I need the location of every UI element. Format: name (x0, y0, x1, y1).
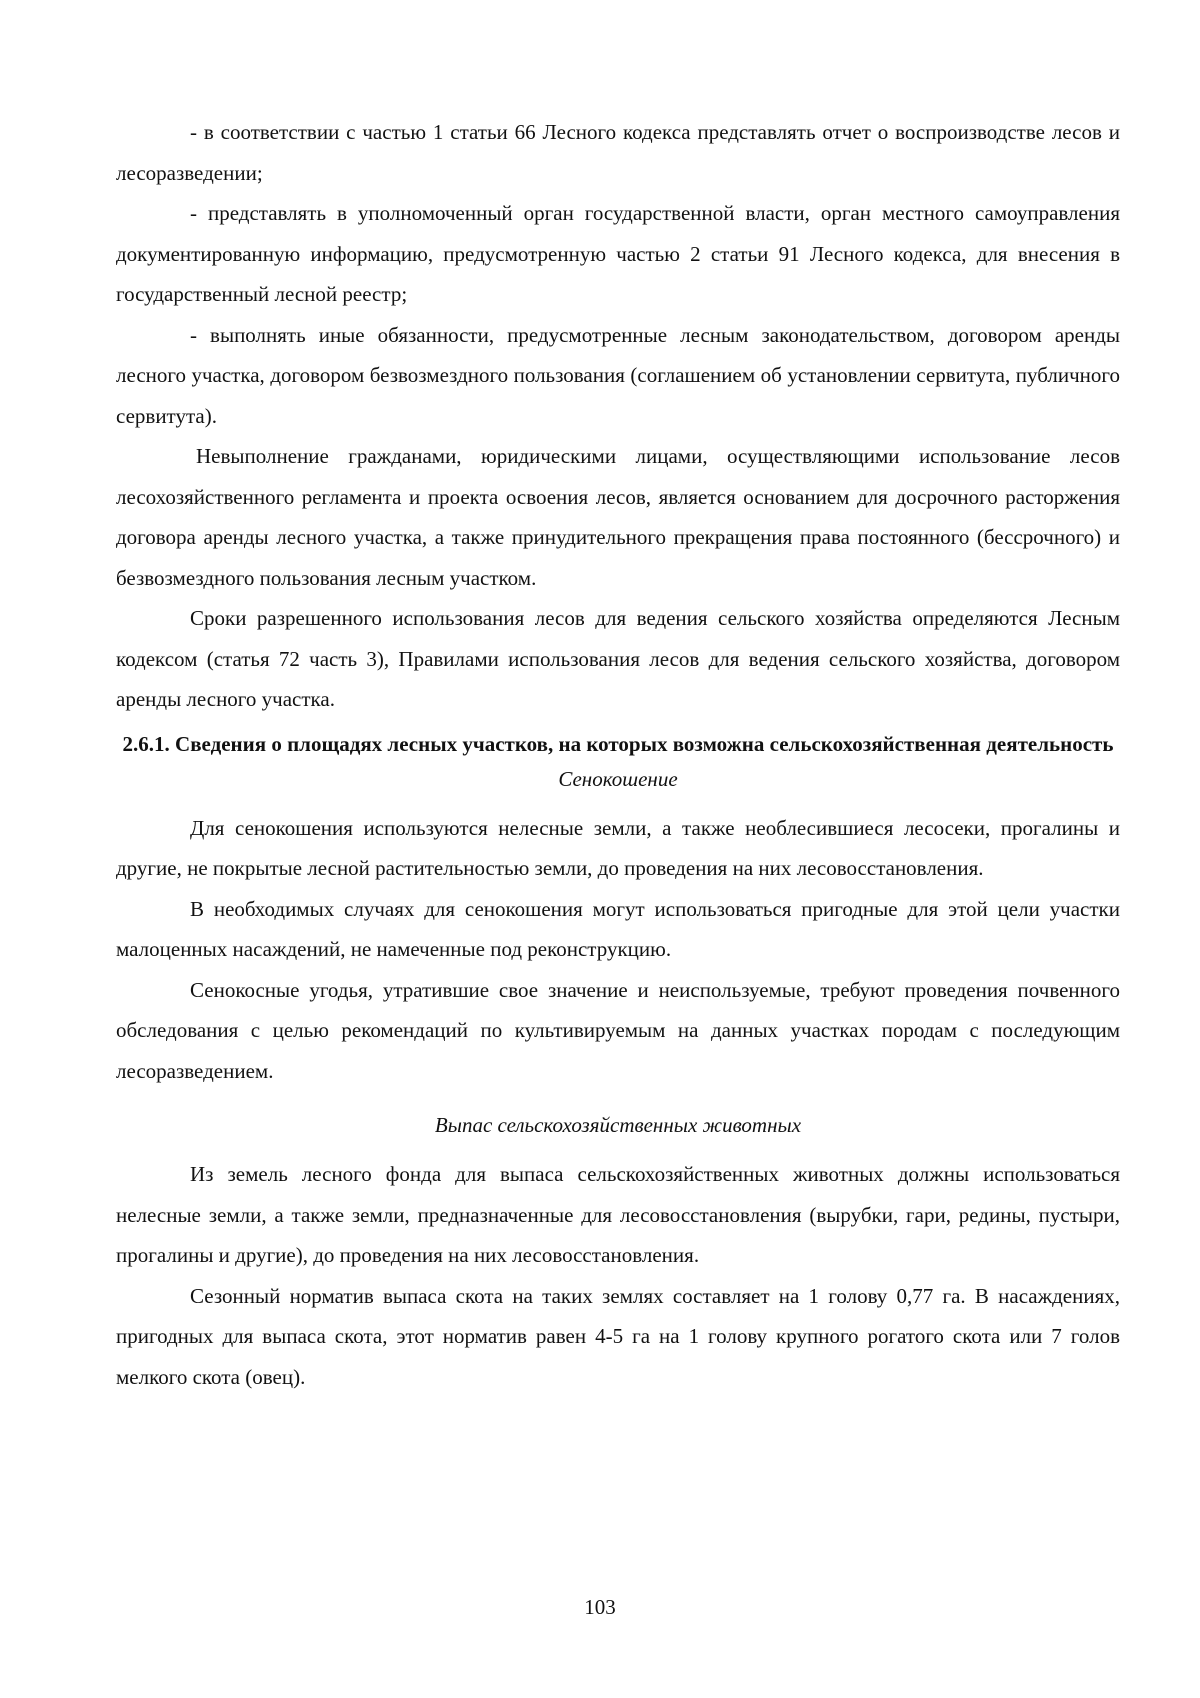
section-heading: 2.6.1. Сведения о площадях лесных участков, на которых возможна сельскохозяйственная деятельность (122, 731, 1114, 756)
paragraph-other-obligations: - выполнять иные обязанности, предусмотренные лесным законодательством, договором аренды лесного участка, договором безвозмездного пользования (соглашением об установлении сервитута, публичного сервитута). (116, 322, 1120, 428)
paragraph-grazing-norm: Сезонный норматив выпаса скота на таких землях составляет на 1 голову 0,77 га. В насаждениях, пригодных для выпаса скота, этот норматив равен 4-5 га на 1 голову крупного рогатого скота или 7 голов мелкого скота (овец). (116, 1283, 1120, 1389)
spacer (116, 1138, 1120, 1154)
paragraph-non-compliance: Невыполнение гражданами, юридическими лицами, осуществляющими использование лесов лесохозяйственного регламента и проекта освоения лесов, является основанием для досрочного расторжения договора аренды лесного участка, а также принудительного прекращения права постоянного (бессрочного) и безвозмездного пользования лесным участком. (116, 444, 1120, 590)
subheading-haymaking: Сенокошение (558, 766, 678, 791)
paragraph-report-obligation: - в соответствии с частью 1 статьи 66 Лесного кодекса представлять отчет о воспроизводстве лесов и лесоразведении; (116, 120, 1120, 185)
paragraph-haymaking-unused: Сенокосные угодья, утратившие свое значение и неиспользуемые, требуют проведения почвенного обследования с целью рекомендаций по культивируемым на данных участках породам с последующим лесоразведением. (116, 977, 1120, 1083)
paragraph-haymaking-low-value: В необходимых случаях для сенокошения могут использоваться пригодные для этой цели участки малоценных насаждений, не намеченные под реконструкцию. (116, 896, 1120, 961)
page-body (116, 112, 1120, 1397)
page-number: 103 (584, 1595, 616, 1619)
subheading-grazing: Выпас сельскохозяйственных животных (434, 1113, 802, 1137)
paragraph-haymaking-lands: Для сенокошения используются нелесные земли, а также необлесившиеся лесосеки, прогалины и другие, не покрытые лесной растительностью земли, до проведения на них лесовосстановления. (116, 815, 1120, 880)
spacer (116, 792, 1120, 808)
paragraph-registry-obligation: - представлять в уполномоченный орган государственной власти, орган местного самоуправления документированную информацию, предусмотренную частью 2 статьи 91 Лесного кодекса, для внесения в государственный лесной реестр; (116, 201, 1120, 306)
paragraph-terms: Сроки разрешенного использования лесов для ведения сельского хозяйства определяются Лесным кодексом (статья 72 часть 3), Правилами использования лесов для ведения сельского хозяйства, договором аренды лесного участка. (116, 606, 1120, 711)
paragraph-grazing-lands: Из земель лесного фонда для выпаса сельскохозяйственных животных должны использоваться нелесные земли, а также земли, предназначенные для лесовосстановления (вырубки, гари, редины, пустыри, прогалины и другие), до проведения на них лесовосстановления. (116, 1162, 1120, 1267)
spacer (116, 1091, 1120, 1103)
